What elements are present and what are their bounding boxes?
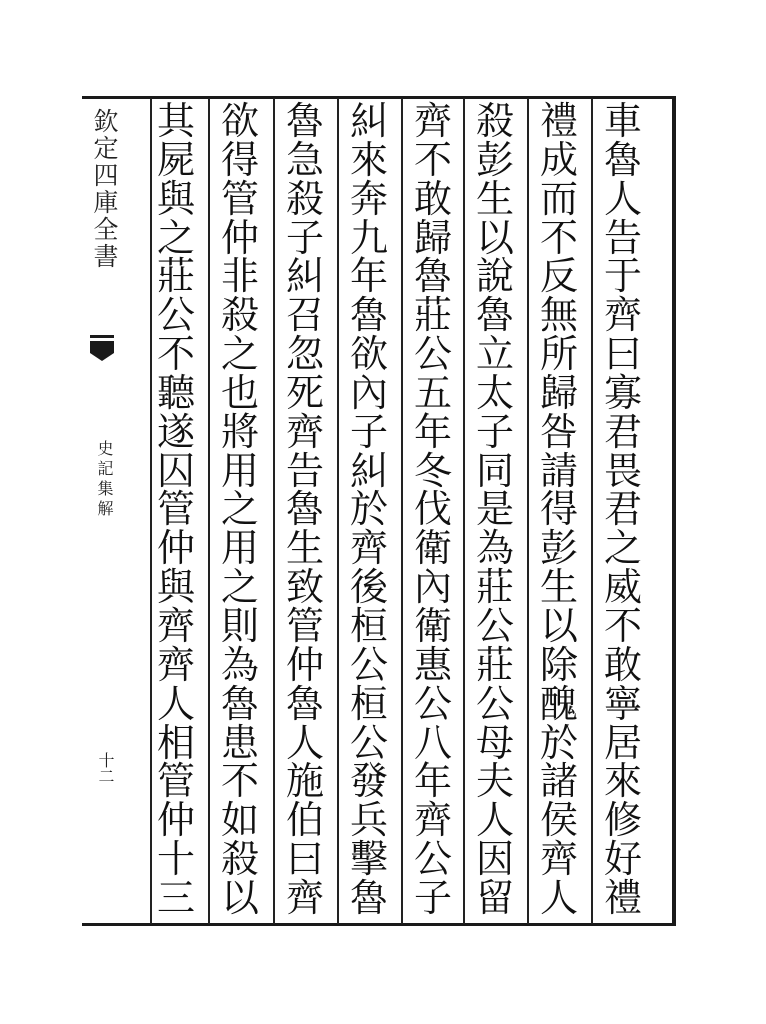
character: 衛 — [413, 603, 452, 648]
column-rule — [401, 98, 403, 924]
character: 齊 — [413, 798, 452, 843]
character: 以 — [539, 603, 578, 648]
character: 反 — [539, 254, 578, 299]
character: 屍 — [156, 137, 195, 182]
character: 魯 — [285, 487, 324, 532]
character: 而 — [539, 176, 578, 221]
character: 莊 — [413, 293, 452, 338]
character: 禮 — [539, 99, 578, 143]
character: 成 — [539, 137, 578, 182]
character: 子 — [349, 409, 388, 454]
character: 齊 — [539, 837, 578, 882]
character: 惠 — [413, 642, 452, 687]
character: 不 — [156, 332, 195, 377]
character: 侯 — [539, 798, 578, 843]
character: 急 — [285, 137, 324, 182]
character: 公 — [413, 681, 452, 726]
character: 彭 — [475, 137, 514, 182]
character: 公 — [413, 332, 452, 377]
character: 歸 — [413, 215, 452, 260]
character: 冬 — [413, 448, 452, 493]
frame-bottom-rule — [82, 923, 676, 926]
character: 公 — [475, 603, 514, 648]
character: 內 — [349, 370, 388, 415]
character: 發 — [349, 759, 388, 804]
character: 內 — [413, 565, 452, 610]
margin-title: 欽定四庫全書 — [90, 108, 119, 270]
character: 齊 — [156, 603, 195, 648]
character: 八 — [413, 720, 452, 765]
character: 諸 — [539, 759, 578, 804]
character: 魯 — [349, 875, 388, 920]
character: 魯 — [413, 254, 452, 299]
character: 生 — [539, 565, 578, 610]
character: 請 — [539, 448, 578, 493]
column-rule — [463, 98, 465, 924]
character: 伐 — [413, 487, 452, 532]
character: 敢 — [413, 176, 452, 221]
character: 桓 — [349, 603, 388, 648]
character: 殺 — [220, 837, 259, 882]
character: 為 — [220, 642, 259, 687]
character: 管 — [220, 176, 259, 221]
character: 魯 — [349, 293, 388, 338]
character: 公 — [349, 642, 388, 687]
character: 致 — [285, 565, 324, 610]
character: 患 — [220, 720, 259, 765]
character: 以 — [475, 215, 514, 260]
character: 糾 — [285, 254, 324, 299]
column-rule — [208, 98, 210, 924]
character: 魯 — [603, 137, 642, 182]
character: 也 — [220, 370, 259, 415]
character: 不 — [603, 603, 642, 648]
character: 歸 — [539, 370, 578, 415]
character: 殺 — [220, 293, 259, 338]
character: 人 — [156, 681, 195, 726]
text-column — [535, 99, 583, 920]
character: 居 — [603, 720, 642, 765]
text-column — [471, 99, 519, 920]
character: 得 — [539, 487, 578, 532]
book-name: 史記集解 — [95, 440, 114, 520]
character: 人 — [539, 875, 578, 920]
fish-tail-mark-icon — [90, 335, 114, 365]
character: 禮 — [603, 875, 642, 920]
character: 莊 — [475, 642, 514, 687]
character: 糾 — [349, 448, 388, 493]
character: 死 — [285, 370, 324, 415]
character: 年 — [413, 409, 452, 454]
character: 所 — [539, 332, 578, 377]
character: 咎 — [539, 409, 578, 454]
character: 十 — [156, 837, 195, 882]
character: 告 — [285, 448, 324, 493]
character: 忽 — [285, 332, 324, 377]
character: 如 — [220, 798, 259, 843]
character: 仲 — [156, 526, 195, 571]
character: 齊 — [603, 293, 642, 338]
text-column — [152, 99, 200, 920]
character: 衛 — [413, 526, 452, 571]
page-number: 十二 — [96, 752, 115, 784]
column-rule — [591, 98, 593, 924]
character: 生 — [285, 526, 324, 571]
column-rule — [337, 98, 339, 924]
character: 是 — [475, 487, 514, 532]
character: 太 — [475, 370, 514, 415]
character: 莊 — [475, 565, 514, 610]
character: 之 — [220, 487, 259, 532]
character: 公 — [475, 681, 514, 726]
character: 以 — [220, 875, 259, 920]
character: 三 — [156, 875, 195, 920]
character: 齊 — [349, 526, 388, 571]
character: 仲 — [220, 215, 259, 260]
character: 曰 — [285, 837, 324, 882]
character: 君 — [603, 487, 642, 532]
character: 齊 — [285, 409, 324, 454]
character: 公 — [349, 720, 388, 765]
character: 管 — [156, 487, 195, 532]
character: 其 — [156, 99, 195, 143]
character: 施 — [285, 759, 324, 804]
character: 說 — [475, 254, 514, 299]
character: 同 — [475, 448, 514, 493]
character: 醜 — [539, 681, 578, 726]
character: 于 — [603, 254, 642, 299]
character: 因 — [475, 837, 514, 882]
character: 來 — [349, 137, 388, 182]
column-rule — [273, 98, 275, 924]
character: 子 — [413, 875, 452, 920]
text-column — [216, 99, 264, 920]
character: 用 — [220, 526, 259, 571]
character: 殺 — [285, 176, 324, 221]
character: 無 — [539, 293, 578, 338]
character: 管 — [156, 759, 195, 804]
character: 桓 — [349, 681, 388, 726]
character: 公 — [413, 837, 452, 882]
character: 畏 — [603, 448, 642, 493]
character: 立 — [475, 332, 514, 377]
character: 聽 — [156, 370, 195, 415]
character: 囚 — [156, 448, 195, 493]
character: 母 — [475, 720, 514, 765]
character: 威 — [603, 565, 642, 610]
character: 修 — [603, 798, 642, 843]
character: 寧 — [603, 681, 642, 726]
character: 欲 — [349, 332, 388, 377]
character: 與 — [156, 176, 195, 221]
character: 非 — [220, 254, 259, 299]
character: 於 — [539, 720, 578, 765]
character: 五 — [413, 370, 452, 415]
character: 糾 — [349, 99, 388, 143]
character: 人 — [475, 798, 514, 843]
character: 管 — [285, 603, 324, 648]
character: 齊 — [413, 99, 452, 143]
character: 魯 — [285, 99, 324, 143]
character: 召 — [285, 293, 324, 338]
character: 奔 — [349, 176, 388, 221]
character: 於 — [349, 487, 388, 532]
character: 則 — [220, 603, 259, 648]
character: 君 — [603, 409, 642, 454]
text-column — [281, 99, 329, 920]
character: 為 — [475, 526, 514, 571]
character: 之 — [220, 332, 259, 377]
character: 仲 — [285, 642, 324, 687]
character: 齊 — [156, 642, 195, 687]
character: 車 — [603, 99, 642, 143]
text-column — [409, 99, 457, 920]
character: 欲 — [220, 99, 259, 143]
character: 魯 — [475, 293, 514, 338]
character: 之 — [156, 215, 195, 260]
character: 彭 — [539, 526, 578, 571]
character: 生 — [475, 176, 514, 221]
character: 不 — [413, 137, 452, 182]
character: 寡 — [603, 370, 642, 415]
character: 年 — [413, 759, 452, 804]
character: 擊 — [349, 837, 388, 882]
character: 子 — [285, 215, 324, 260]
character: 好 — [603, 837, 642, 882]
column-rule — [527, 98, 529, 924]
character: 敢 — [603, 642, 642, 687]
character: 不 — [220, 759, 259, 804]
character: 莊 — [156, 254, 195, 299]
character: 來 — [603, 759, 642, 804]
character: 之 — [603, 526, 642, 571]
character: 殺 — [475, 99, 514, 143]
character: 人 — [285, 720, 324, 765]
text-column — [345, 99, 393, 920]
character: 之 — [220, 565, 259, 610]
character: 年 — [349, 254, 388, 299]
character: 夫 — [475, 759, 514, 804]
character: 九 — [349, 215, 388, 260]
character: 齊 — [285, 875, 324, 920]
character: 魯 — [220, 681, 259, 726]
character: 將 — [220, 409, 259, 454]
character: 得 — [220, 137, 259, 182]
character: 兵 — [349, 798, 388, 843]
character: 不 — [539, 215, 578, 260]
character: 仲 — [156, 798, 195, 843]
character: 相 — [156, 720, 195, 765]
character: 曰 — [603, 332, 642, 377]
character: 遂 — [156, 409, 195, 454]
character: 伯 — [285, 798, 324, 843]
frame-right-rule — [672, 96, 676, 926]
character: 留 — [475, 875, 514, 920]
character: 子 — [475, 409, 514, 454]
character: 魯 — [285, 681, 324, 726]
character: 告 — [603, 215, 642, 260]
character: 公 — [156, 293, 195, 338]
character: 人 — [603, 176, 642, 221]
character: 後 — [349, 565, 388, 610]
text-column — [599, 99, 647, 920]
character: 用 — [220, 448, 259, 493]
character: 與 — [156, 565, 195, 610]
character: 除 — [539, 642, 578, 687]
